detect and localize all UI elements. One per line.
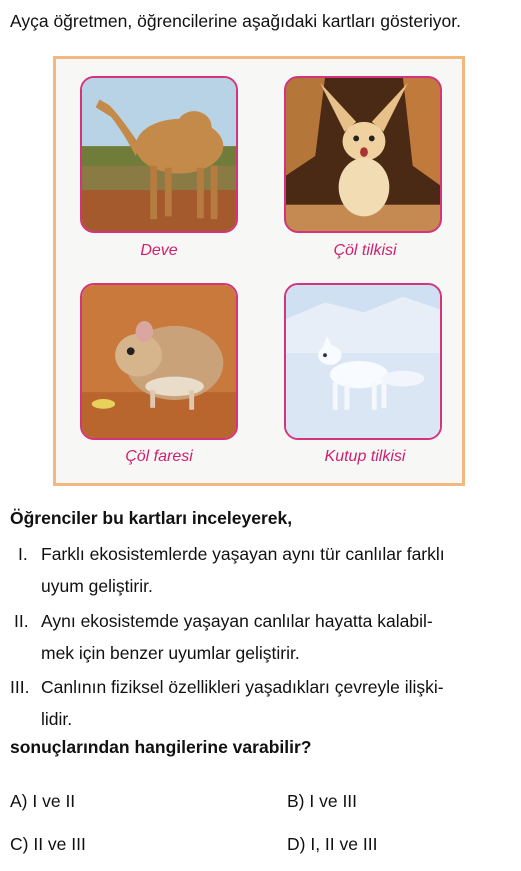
question-stem: Öğrenciler bu kartları inceleyerek, xyxy=(10,508,293,528)
question-text: sonuçlarından hangilerine varabilir? xyxy=(10,737,312,757)
option-b[interactable] xyxy=(287,791,357,812)
statement-text xyxy=(41,605,511,669)
desert-rat-photo xyxy=(80,283,238,440)
card-label-col-tilkisi: Çöl tilkisi xyxy=(333,242,397,259)
option-text: I ve III xyxy=(309,791,358,811)
camel-photo xyxy=(80,76,238,233)
option-d[interactable] xyxy=(287,834,377,855)
statement-line: uyum geliştirir. xyxy=(41,576,153,596)
statement-line: lidir. xyxy=(41,709,73,729)
option-text: I ve II xyxy=(32,791,76,811)
statement-line: mek için benzer uyumlar geliştirir. xyxy=(41,643,300,663)
card-label-kutup-tilkisi: Kutup tilkisi xyxy=(324,448,406,465)
statement-line: Aynı ekosistemde yaşayan canlılar hayatta kalabil- xyxy=(41,611,433,631)
card-label-col-faresi: Çöl faresi xyxy=(125,448,193,465)
statement-number: III. xyxy=(10,677,30,697)
option-a[interactable] xyxy=(10,791,75,812)
statement-line: Farklı ekosistemlerde yaşayan aynı tür canlılar farklı xyxy=(41,544,445,564)
option-letter: A) xyxy=(10,791,28,811)
statement-text xyxy=(41,671,511,735)
option-letter: D) xyxy=(287,834,306,854)
card-label-deve: Deve xyxy=(140,242,178,259)
option-c[interactable] xyxy=(10,834,86,855)
statement-text xyxy=(41,538,511,602)
arctic-fox-photo xyxy=(284,283,442,440)
option-letter: C) xyxy=(10,834,29,854)
statement-number: II. xyxy=(14,611,29,631)
option-letter: B) xyxy=(287,791,305,811)
statement-line: Canlının fiziksel özellikleri yaşadıkları çevreyle ilişki- xyxy=(41,677,444,697)
statement-number: I. xyxy=(18,544,28,564)
option-text: I, II ve III xyxy=(310,834,378,854)
option-text: II ve III xyxy=(33,834,86,854)
intro-text: Ayça öğretmen, öğrencilerine aşağıdaki kartları gösteriyor. xyxy=(10,11,462,31)
fennec-fox-photo xyxy=(284,76,442,233)
